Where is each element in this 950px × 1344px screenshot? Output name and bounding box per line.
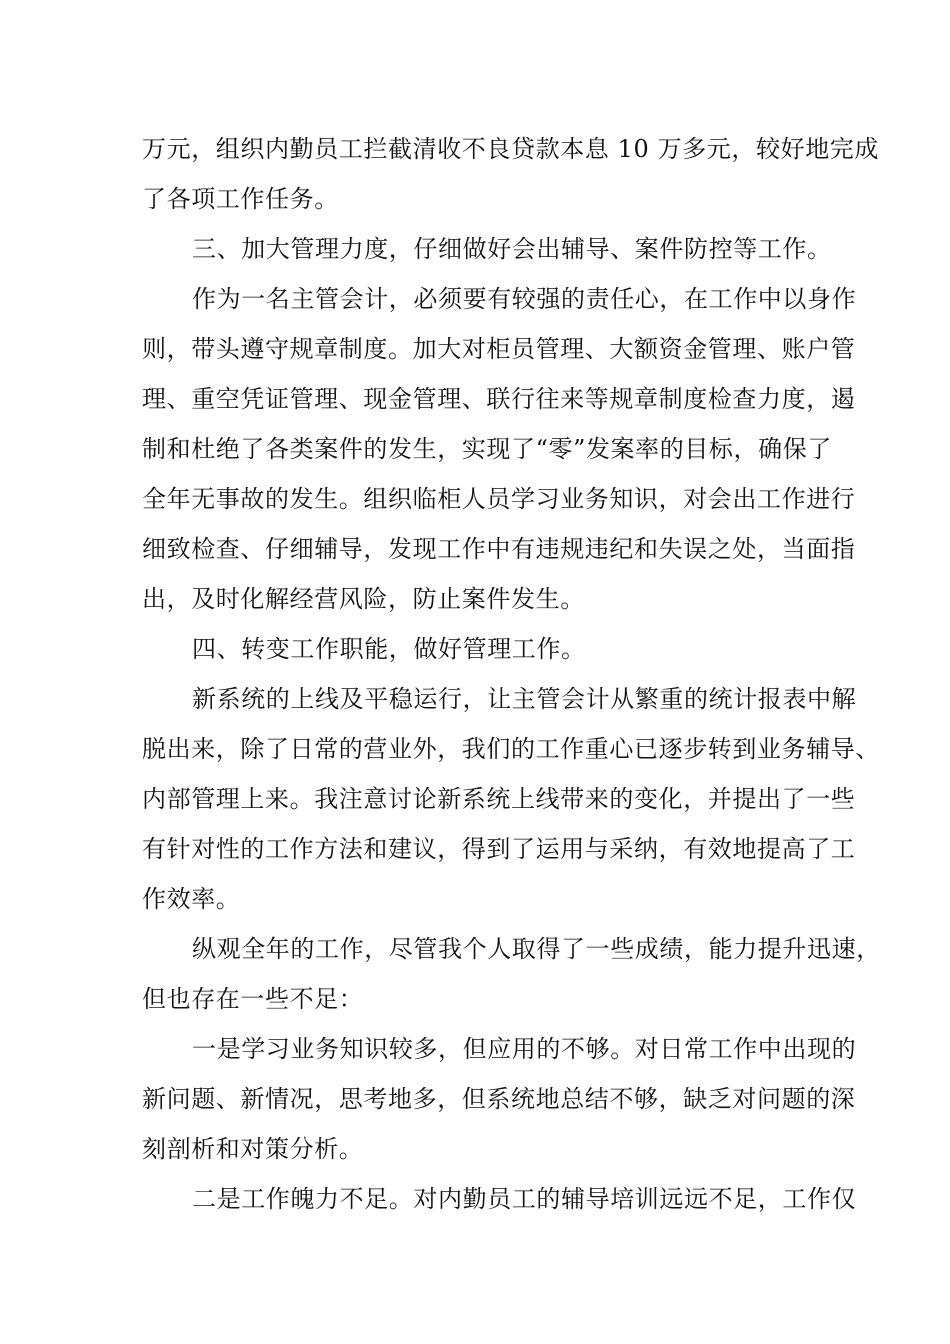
section-heading: 四、转变工作职能，做好管理工作。	[192, 635, 586, 663]
text-line: 制和杜绝了各类案件的发生，实现了“零”发案率的目标，确保了	[142, 435, 832, 463]
text-line: 新问题、新情况，思考地多，但系统地总结不够，缺乏对问题的深	[142, 1085, 856, 1113]
text-line: 刻剖析和对策分析。	[142, 1135, 364, 1163]
text-line: 有针对性的工作方法和建议，得到了运用与采纳，有效地提高了工	[142, 835, 856, 863]
text-line: 则，带头遵守规章制度。加大对柜员管理、大额资金管理、账户管	[142, 335, 856, 363]
text-line: 新系统的上线及平稳运行，让主管会计从繁重的统计报表中解	[192, 685, 857, 713]
text-line: 理、重空凭证管理、现金管理、联行往来等规章制度检查力度，遏	[142, 385, 856, 413]
text-line: 万元，组织内勤员工拦截清收不良贷款本息 10 万多元，较好地完成	[142, 135, 879, 163]
text-line: 二是工作魄力不足。对内勤员工的辅导培训远远不足，工作仅	[192, 1185, 857, 1213]
text-line: 作为一名主管会计，必须要有较强的责任心，在工作中以身作	[192, 285, 857, 313]
text-line: 内部管理上来。我注意讨论新系统上线带来的变化，并提出了一些	[142, 785, 856, 813]
text-line: 但也存在一些不足：	[142, 985, 364, 1013]
text-line: 一是学习业务知识较多，但应用的不够。对日常工作中出现的	[192, 1035, 857, 1063]
section-heading: 三、加大管理力度，仔细做好会出辅导、案件防控等工作。	[192, 235, 832, 263]
text-line: 细致检查、仔细辅导，发现工作中有违规违纪和失误之处，当面指	[142, 535, 856, 563]
text-line: 全年无事故的发生。组织临柜人员学习业务知识，对会出工作进行	[142, 485, 856, 513]
text-line: 出，及时化解经营风险，防止案件发生。	[142, 585, 585, 613]
text-line: 脱出来，除了日常的营业外，我们的工作重心已逐步转到业务辅导、	[142, 735, 880, 763]
text-line: 作效率。	[142, 885, 241, 913]
text-line: 了各项工作任务。	[142, 185, 339, 213]
text-line: 纵观全年的工作，尽管我个人取得了一些成绩，能力提升迅速，	[192, 935, 881, 963]
